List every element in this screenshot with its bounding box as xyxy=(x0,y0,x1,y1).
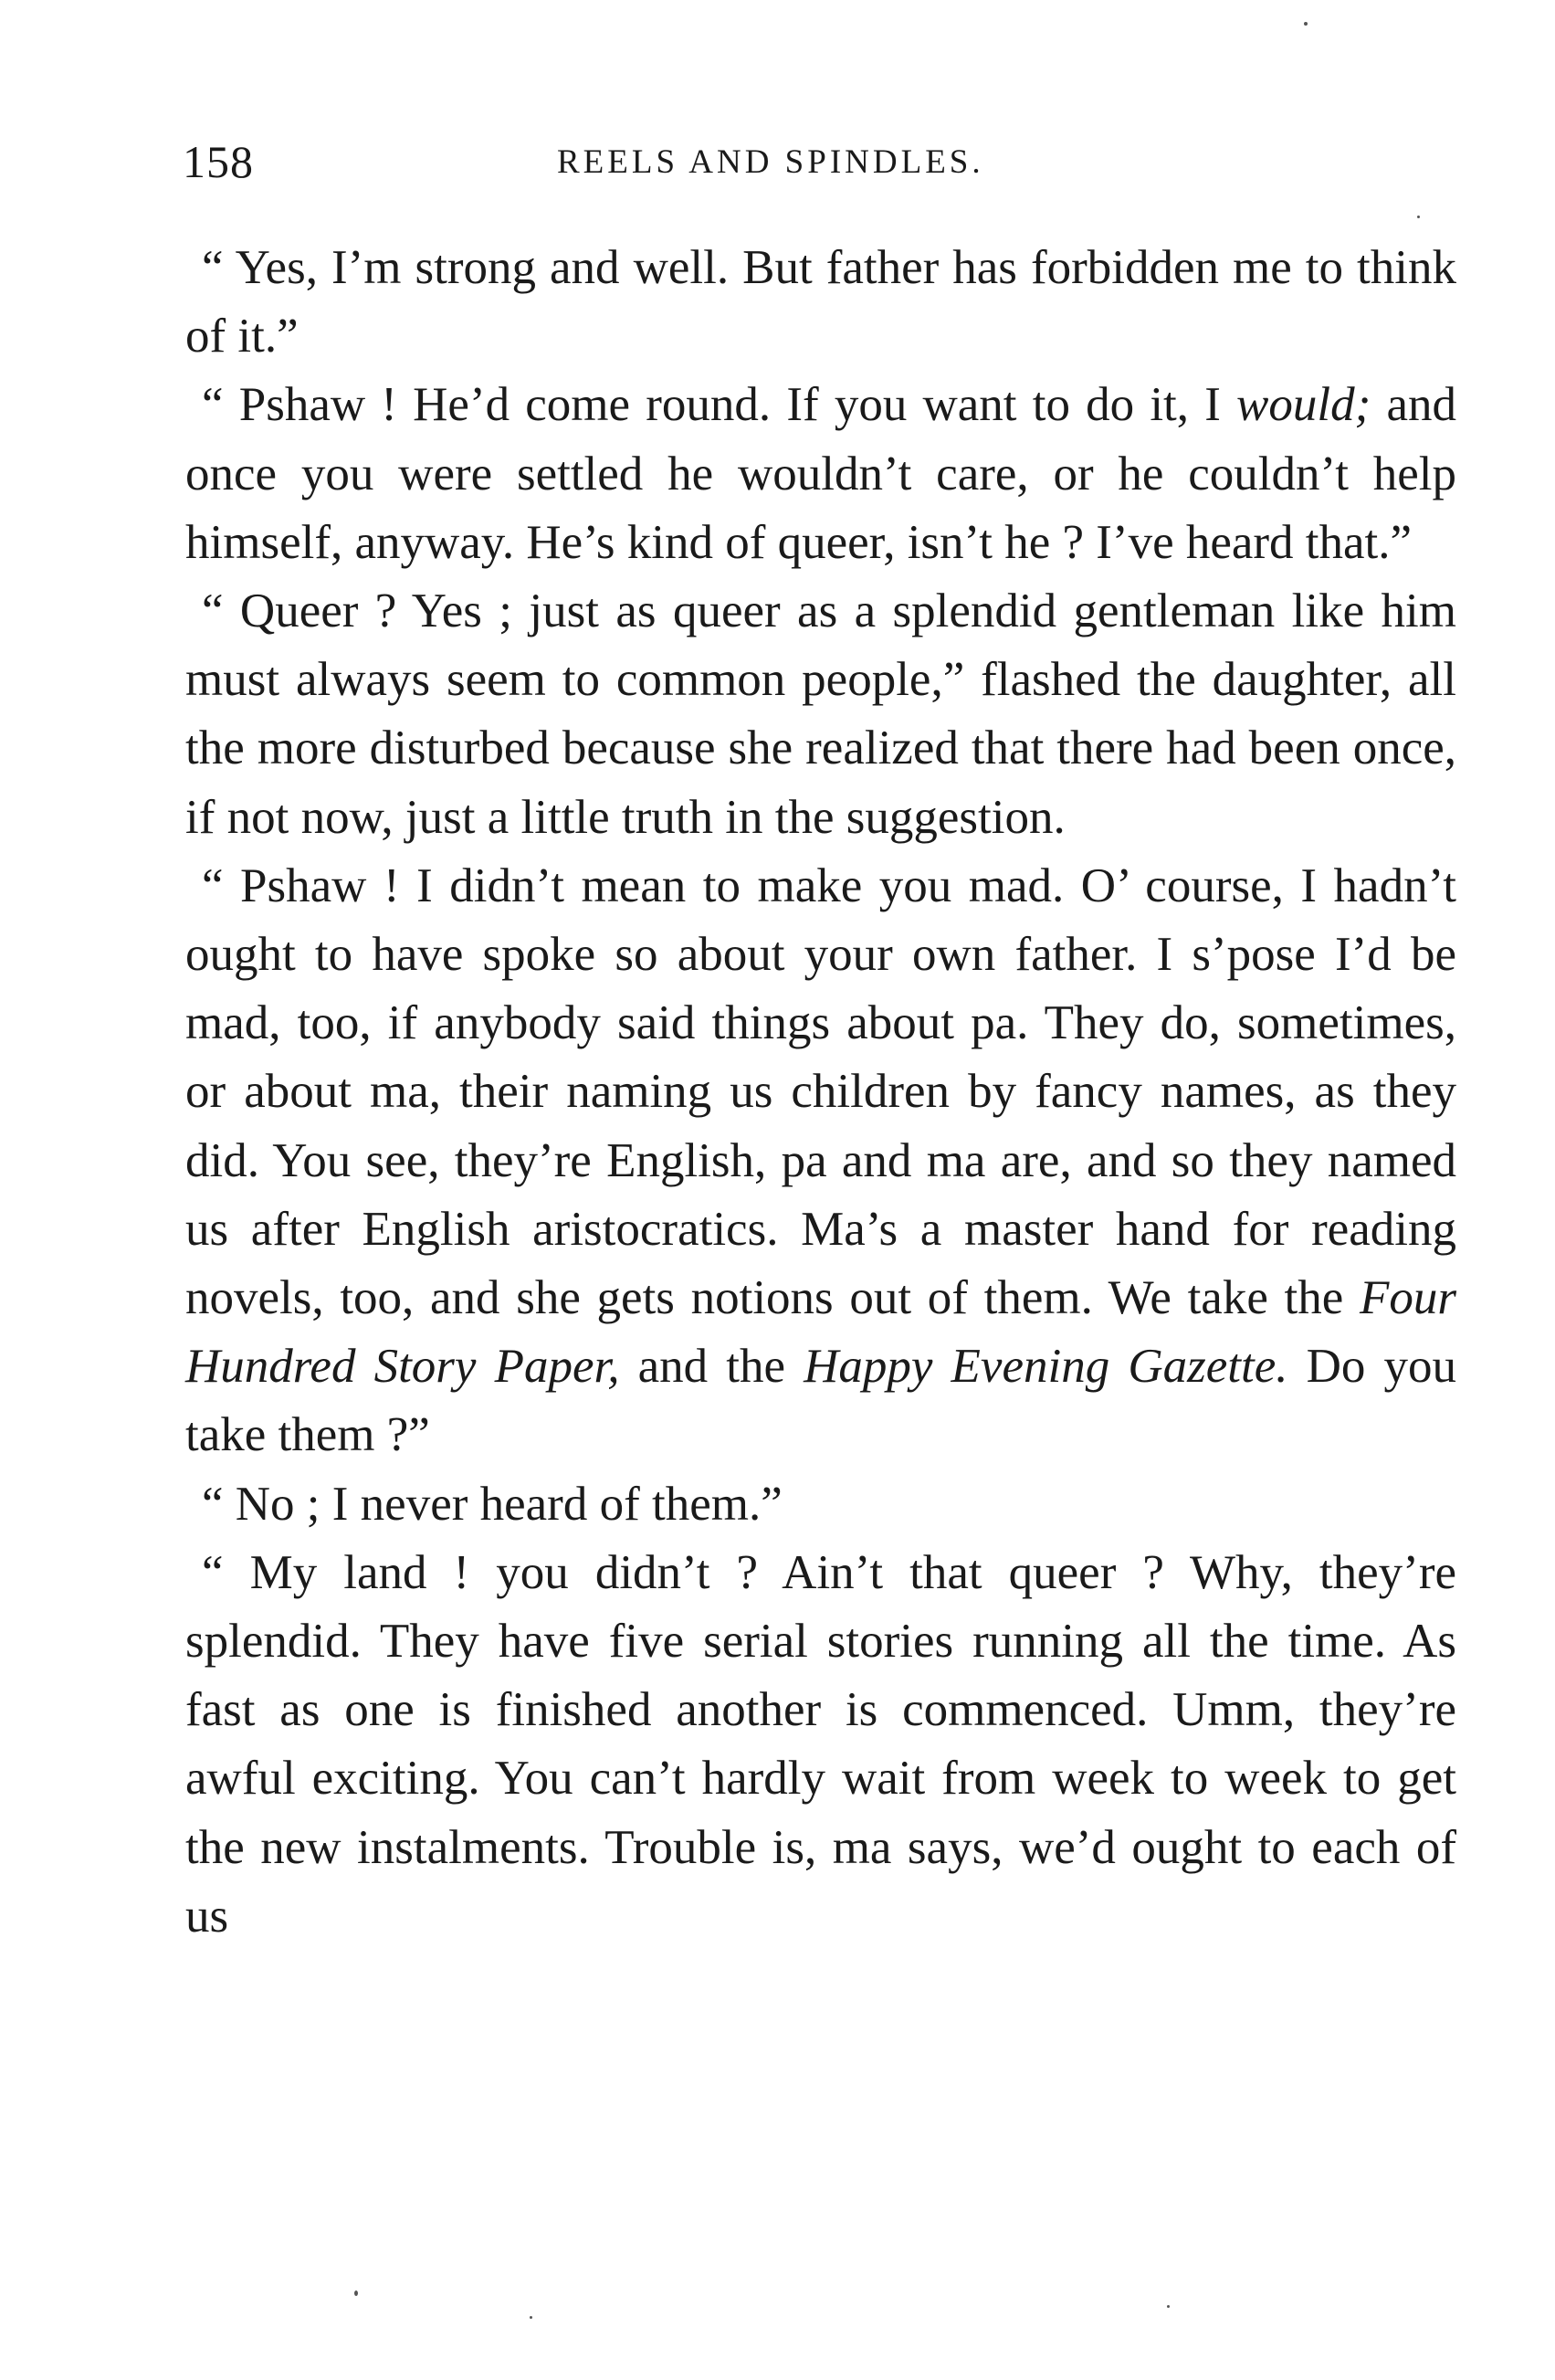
paragraph-4-italic-title-2: Happy Evening Gazette. xyxy=(804,1340,1288,1394)
print-speck xyxy=(354,2290,358,2296)
print-speck xyxy=(530,2316,532,2319)
paragraph-3-text: “ Queer ? Yes ; just as queer as a splendid gentleman like him must always seem to common people,” flashed the daughter, all the more disturbed because she realized that there had been once, if not now, just a little truth in the suggestion. xyxy=(185,584,1456,844)
print-speck xyxy=(1167,2305,1170,2308)
paragraph-2-italic: would; xyxy=(1236,378,1371,432)
paragraph-4-italic-title-1: Four Hundred Story Paper, xyxy=(185,1271,1456,1394)
paragraph-4 xyxy=(185,852,1456,1470)
paragraph-1-text: “ Yes, I’m strong and well. But father has forbidden me to think of it.” xyxy=(185,241,1456,363)
paragraph-1 xyxy=(185,234,1456,371)
paragraph-5 xyxy=(185,1470,1456,1539)
paragraph-2-text-after: and once you were settled he wouldn’t care, or he couldn’t help himself, anyway. He’s kind of queer, isn’t he ? I’ve heard that.” xyxy=(185,378,1456,569)
paragraph-3 xyxy=(185,577,1456,852)
running-title: REELS AND SPINDLES. xyxy=(557,143,984,181)
print-speck xyxy=(1304,22,1308,26)
paragraph-5-text: “ No ; I never heard of them.” xyxy=(202,1477,783,1531)
body-text xyxy=(185,234,1456,1951)
page-header xyxy=(183,135,1461,190)
paragraph-4-text-middle: and the xyxy=(619,1340,804,1394)
paragraph-4-text-before: “ Pshaw ! I didn’t mean to make you mad. O’ course, I hadn’t ought to have spoke so about your own father. I s’pose I’d be mad, too, if anybody said things about pa. They do, sometimes, or about ma, their naming us children by fancy names, as they did. You see, they’re English, pa and ma are, and so they named us after English aristocratics. Ma’s a master hand for reading novels, too, and she gets notions out of them. We take the xyxy=(185,858,1456,1325)
paragraph-2-text-before: “ Pshaw ! He’d come round. If you want to do it, I xyxy=(202,378,1237,432)
paragraph-6 xyxy=(185,1539,1456,1951)
page-number: 158 xyxy=(183,136,254,187)
paragraph-6-text: “ My land ! you didn’t ? Ain’t that queer ? Why, they’re splendid. They have five serial stories running all the time. As fast as one is finished another is commenced. Umm, they’re awful exciting. You can’t hardly wait from week to week to get the new instalments. Trouble is, ma says, we’d ought to each of us xyxy=(185,1545,1456,1943)
paragraph-4-text-after: Do you take them ?” xyxy=(185,1340,1456,1462)
print-speck xyxy=(1417,216,1420,218)
paragraph-2 xyxy=(185,371,1456,577)
